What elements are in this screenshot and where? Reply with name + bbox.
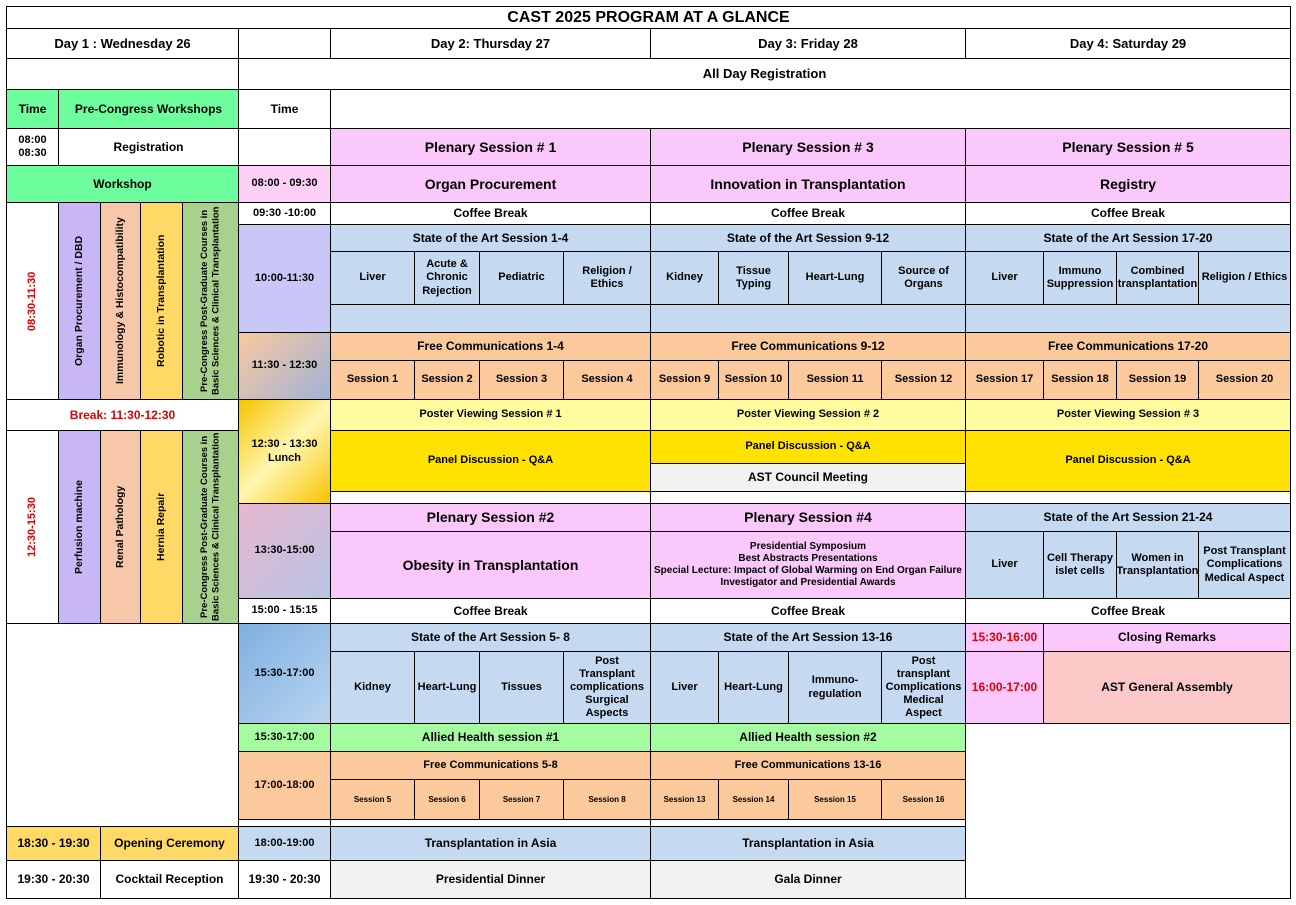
day4-header: Day 4: Saturday 29 [965, 28, 1291, 59]
coffee-break: Coffee Break [650, 202, 966, 225]
sota-topic: Tissues [479, 651, 564, 724]
day1-header: Day 1 : Wednesday 26 [6, 28, 239, 59]
track-organ-procurement: Organ Procurement / DBD [58, 202, 101, 400]
allied-health-2: Allied Health session #2 [650, 723, 966, 752]
track-perfusion: Perfusion machine [58, 430, 101, 624]
time-1530: 15:30-17:00 [238, 623, 331, 724]
track-renal-pathology: Renal Pathology [100, 430, 141, 624]
empty-row [330, 89, 1291, 129]
panel-discussion: Panel Discussion - Q&A [965, 430, 1291, 492]
session-cell: Session 2 [414, 360, 480, 400]
blue-spacer [650, 304, 966, 333]
coffee-break: Coffee Break [650, 598, 966, 624]
assembly-time: 16:00-17:00 [965, 651, 1044, 724]
sota-topic: Heart-Lung [414, 651, 480, 724]
closing-remarks: Closing Remarks [1043, 623, 1291, 652]
sota-13-16: State of the Art Session 13-16 [650, 623, 966, 652]
page-title: CAST 2025 PROGRAM AT A GLANCE [6, 6, 1291, 29]
sota-topic: Source of Organs [881, 251, 966, 305]
allied-health-1: Allied Health session #1 [330, 723, 651, 752]
session-cell: Session 19 [1116, 360, 1199, 400]
closing-time: 15:30-16:00 [965, 623, 1044, 652]
sota-topic: Kidney [650, 251, 719, 305]
plenary-5: Plenary Session # 5 [965, 128, 1291, 166]
free-comm-9-12: Free Communications 9-12 [650, 332, 966, 361]
poster-viewing: Poster Viewing Session # 1 [330, 399, 651, 431]
panel-discussion: Panel Discussion - Q&A [650, 430, 966, 464]
plenary-2-topic: Obesity in Transplantation [330, 531, 651, 599]
sota-topic: Immuno- regulation [788, 651, 882, 724]
sota-21-24: State of the Art Session 21-24 [965, 503, 1291, 532]
session-cell: Session 8 [563, 779, 651, 820]
track-postgraduate-am: Pre-Congress Post-Graduate Courses in Basic Sciences & Clinical Transplantation [182, 202, 239, 400]
time-1230-lunch: 12:30 - 13:30 Lunch [238, 399, 331, 504]
sota-topic: Liver [965, 251, 1044, 305]
session-cell: Session 1 [330, 360, 415, 400]
coffee-break: Coffee Break [330, 202, 651, 225]
pm-time-label: 12:30-15:30 [6, 430, 59, 624]
coffee-break: Coffee Break [330, 598, 651, 624]
sota-topic: Immuno Suppression [1043, 251, 1117, 305]
ast-council-meeting: AST Council Meeting [650, 463, 966, 492]
session-cell: Session 18 [1043, 360, 1117, 400]
plenary-2: Plenary Session #2 [330, 503, 651, 532]
session-cell: Session 10 [718, 360, 789, 400]
sota-topic: Post Transplant Complications Medical Aspect [1198, 531, 1291, 599]
free-comm-1-4: Free Communications 1-4 [330, 332, 651, 361]
track-robotic: Robotic in Transplantation [140, 202, 183, 400]
day1-time-header: Time [6, 89, 59, 129]
sota-topic: Liver [650, 651, 719, 724]
free-comm-13-16: Free Communications 13-16 [650, 751, 966, 780]
panel-discussion: Panel Discussion - Q&A [330, 430, 651, 492]
sota-topic: Heart-Lung [788, 251, 882, 305]
all-day-registration: All Day Registration [238, 58, 1291, 90]
day2-header: Day 2: Thursday 27 [330, 28, 651, 59]
empty-header-cell [238, 28, 331, 59]
plenary-5-topic: Registry [965, 165, 1291, 203]
session-cell: Session 5 [330, 779, 415, 820]
session-cell: Session 6 [414, 779, 480, 820]
workshop-banner: Workshop [6, 165, 239, 203]
cocktail-time: 19:30 - 20:30 [6, 860, 101, 899]
time-1330: 13:30-15:00 [238, 503, 331, 599]
plenary-3: Plenary Session # 3 [650, 128, 966, 166]
cocktail-reception: Cocktail Reception [100, 860, 239, 899]
gala-dinner: Gala Dinner [650, 860, 966, 899]
sota-topic: Religion / Ethics [563, 251, 651, 305]
plenary-3-topic: Innovation in Transplantation [650, 165, 966, 203]
session-cell: Session 16 [881, 779, 966, 820]
sota-topic: Acute & Chronic Rejection [414, 251, 480, 305]
day3-header: Day 3: Friday 28 [650, 28, 966, 59]
coffee-break: Coffee Break [965, 598, 1291, 624]
time-1700: 17:00-18:00 [238, 751, 331, 820]
plenary-4: Plenary Session #4 [650, 503, 966, 532]
sota-1-4: State of the Art Session 1-4 [330, 224, 651, 252]
sota-topic: Tissue Typing [718, 251, 789, 305]
time-1800: 18:00-19:00 [238, 826, 331, 861]
day1-registration: Registration [58, 128, 239, 166]
time-0930: 09:30 -10:00 [238, 202, 331, 225]
free-comm-5-8: Free Communications 5-8 [330, 751, 651, 780]
empty-day1-cell [6, 58, 239, 90]
ast-general-assembly: AST General Assembly [1043, 651, 1291, 724]
presidential-dinner: Presidential Dinner [330, 860, 651, 899]
session-cell: Session 11 [788, 360, 882, 400]
time-1530-allied: 15:30-17:00 [238, 723, 331, 752]
free-comm-17-20: Free Communications 17-20 [965, 332, 1291, 361]
transplantation-asia: Transplantation in Asia [330, 826, 651, 861]
day1-empty-block [6, 623, 239, 827]
plenary-1-topic: Organ Procurement [330, 165, 651, 203]
session-cell: Session 12 [881, 360, 966, 400]
time-1500: 15:00 - 15:15 [238, 598, 331, 624]
time-1130: 11:30 - 12:30 [238, 332, 331, 400]
blue-spacer [965, 304, 1291, 333]
track-hernia: Hernia Repair [140, 430, 183, 624]
workshops-header: Pre-Congress Workshops [58, 89, 239, 129]
registration-time: 08:00 08:30 [6, 128, 59, 166]
sota-topic: Women in Transplantation [1116, 531, 1199, 599]
plenary-1: Plenary Session # 1 [330, 128, 651, 166]
track-postgraduate-pm: Pre-Congress Post-Graduate Courses in Basic Sciences & Clinical Transplantation [182, 430, 239, 624]
sota-17-20: State of the Art Session 17-20 [965, 224, 1291, 252]
blue-spacer [330, 304, 651, 333]
sota-9-12: State of the Art Session 9-12 [650, 224, 966, 252]
time-1930: 19:30 - 20:30 [238, 860, 331, 899]
session-cell: Session 15 [788, 779, 882, 820]
plenary-4-topic: Presidential Symposium Best Abstracts Presentations Special Lecture: Impact of Global Warming on End Organ Failure Investigator and Presidential Awards [650, 531, 966, 599]
sota-topic: Liver [330, 251, 415, 305]
transplantation-asia: Transplantation in Asia [650, 826, 966, 861]
time-empty [238, 128, 331, 166]
coffee-break: Coffee Break [965, 202, 1291, 225]
sota-topic: Kidney [330, 651, 415, 724]
sota-topic: Post transplant Complications Medical Aspect [881, 651, 966, 724]
poster-viewing: Poster Viewing Session # 3 [965, 399, 1291, 431]
session-cell: Session 13 [650, 779, 719, 820]
sota-topic: Post Transplant complications Surgical Aspects [563, 651, 651, 724]
session-cell: Session 14 [718, 779, 789, 820]
session-cell: Session 3 [479, 360, 564, 400]
opening-ceremony: Opening Ceremony [100, 826, 239, 861]
session-cell: Session 20 [1198, 360, 1291, 400]
session-cell: Session 7 [479, 779, 564, 820]
sota-topic: Heart-Lung [718, 651, 789, 724]
break-label: Break: 11:30-12:30 [6, 399, 239, 431]
poster-viewing: Poster Viewing Session # 2 [650, 399, 966, 431]
sota-topic: Cell Therapy islet cells [1043, 531, 1117, 599]
session-cell: Session 9 [650, 360, 719, 400]
am-time-label: 08:30-11:30 [6, 202, 59, 400]
day4-empty-block [965, 723, 1291, 899]
time-0800: 08:00 - 09:30 [238, 165, 331, 203]
sota-5-8: State of the Art Session 5- 8 [330, 623, 651, 652]
time-header: Time [238, 89, 331, 129]
sota-topic: Liver [965, 531, 1044, 599]
sota-topic: Religion / Ethics [1198, 251, 1291, 305]
sota-topic: Combined transplantation [1116, 251, 1199, 305]
track-immunology: Immunology & Histocompatibility [100, 202, 141, 400]
opening-time: 18:30 - 19:30 [6, 826, 101, 861]
session-cell: Session 4 [563, 360, 651, 400]
sota-topic: Pediatric [479, 251, 564, 305]
time-1000: 10:00-11:30 [238, 224, 331, 333]
session-cell: Session 17 [965, 360, 1044, 400]
